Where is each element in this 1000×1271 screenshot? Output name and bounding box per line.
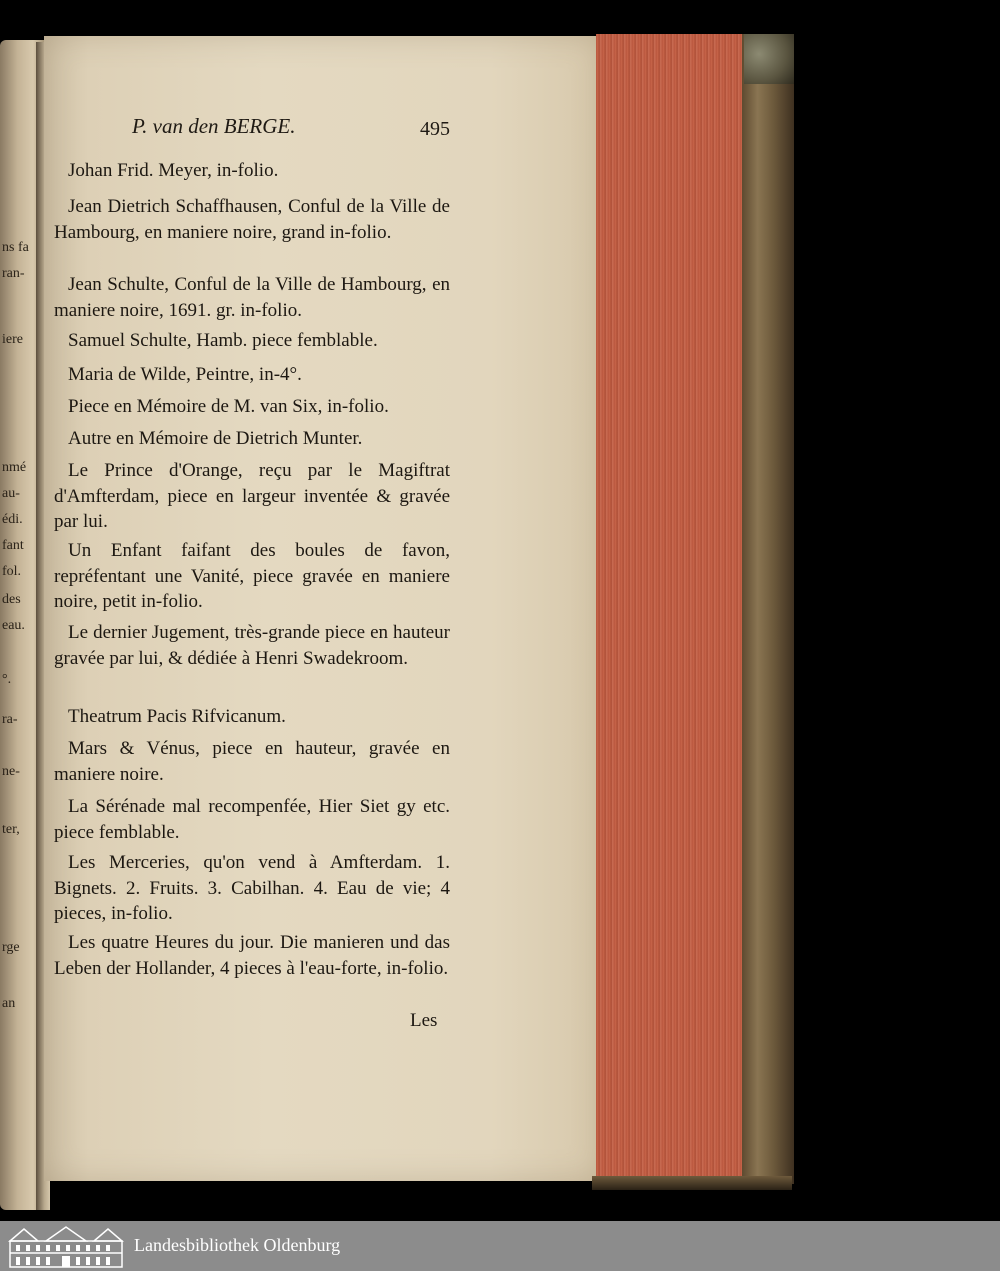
book-binding (742, 34, 794, 1184)
left-page-fragment: au- (2, 486, 20, 501)
catalog-entry: Autre en Mémoire de Dietrich Munter. (68, 428, 363, 449)
catalog-entry: Les quatre Heures du jour. Die manieren und das Leben der Hollander, 4 pieces à l'eau-forte, in-folio. (54, 932, 450, 979)
binding-corner (744, 34, 794, 84)
running-head: P. van den BERGE. (132, 114, 296, 138)
left-page-fragment: iere (2, 332, 23, 347)
catalog-entry: Samuel Schulte, Hamb. piece femblable. (68, 330, 378, 351)
left-page-fragment: ran- (2, 266, 25, 281)
catalog-entry: Un Enfant faifant des boules de favon, repréfentant une Vanité, piece gravée en maniere noire, petit in-folio. (54, 540, 450, 612)
page-number: 495 (420, 118, 450, 140)
left-page-fragment: édi. (2, 512, 23, 527)
left-page-fragment: ter, (2, 822, 20, 837)
catalog-entry: Le Prince d'Orange, reçu par le Magiftrat d'Amfterdam, piece en largeur inventée & gravée par lui. (54, 460, 450, 532)
catchword: Les (410, 1010, 438, 1031)
left-page-fragment: des (2, 592, 21, 607)
left-page-fragment: fol. (2, 564, 22, 579)
left-page-fragment: ra- (2, 712, 18, 727)
catalog-entry: Maria de Wilde, Peintre, in-4°. (68, 364, 302, 385)
catalog-entry: Theatrum Pacis Rifvicanum. (68, 706, 286, 727)
library-building-icon (6, 1223, 126, 1269)
catalog-entry: Le dernier Jugement, très-grande piece en hauteur gravée par lui, & dédiée à Henri Swadekroom. (54, 622, 450, 669)
left-page-fragment: ns fa (2, 240, 29, 255)
bottom-board (592, 1176, 792, 1190)
catalog-entry: Jean Schulte, Conful de la Ville de Hambourg, en maniere noire, 1691. gr. in-folio. (54, 274, 450, 321)
left-page-fragment: fant (2, 538, 24, 553)
catalog-entry: Johan Frid. Meyer, in-folio. (68, 160, 279, 181)
left-page-fragment: an (2, 996, 16, 1011)
library-name[interactable]: Landesbibliothek Oldenburg (134, 1235, 341, 1255)
left-page-fragment: eau. (2, 618, 25, 633)
left-page-fragment: °. (2, 672, 12, 687)
footer-bar (0, 1221, 1000, 1271)
page-fore-edge (596, 34, 746, 1182)
left-page-fragment: ne- (2, 764, 20, 779)
left-page-fragment: rge (2, 940, 20, 955)
catalog-entry: Piece en Mémoire de M. van Six, in-folio. (68, 396, 389, 417)
catalog-entry: Mars & Vénus, piece en hauteur, gravée en maniere noire. (54, 738, 450, 785)
catalog-entry: La Sérénade mal recompenfée, Hier Siet gy etc. piece femblable. (54, 796, 450, 843)
catalog-entry: Jean Dietrich Schaffhausen, Conful de la Ville de Hambourg, en maniere noire, grand in-folio. (54, 196, 450, 243)
catalog-entry: Les Merceries, qu'on vend à Amfterdam. 1. Bignets. 2. Fruits. 3. Cabilhan. 4. Eau de vie; 4 pieces, in-folio. (54, 852, 450, 924)
left-page-fragment: nmé (2, 460, 27, 475)
